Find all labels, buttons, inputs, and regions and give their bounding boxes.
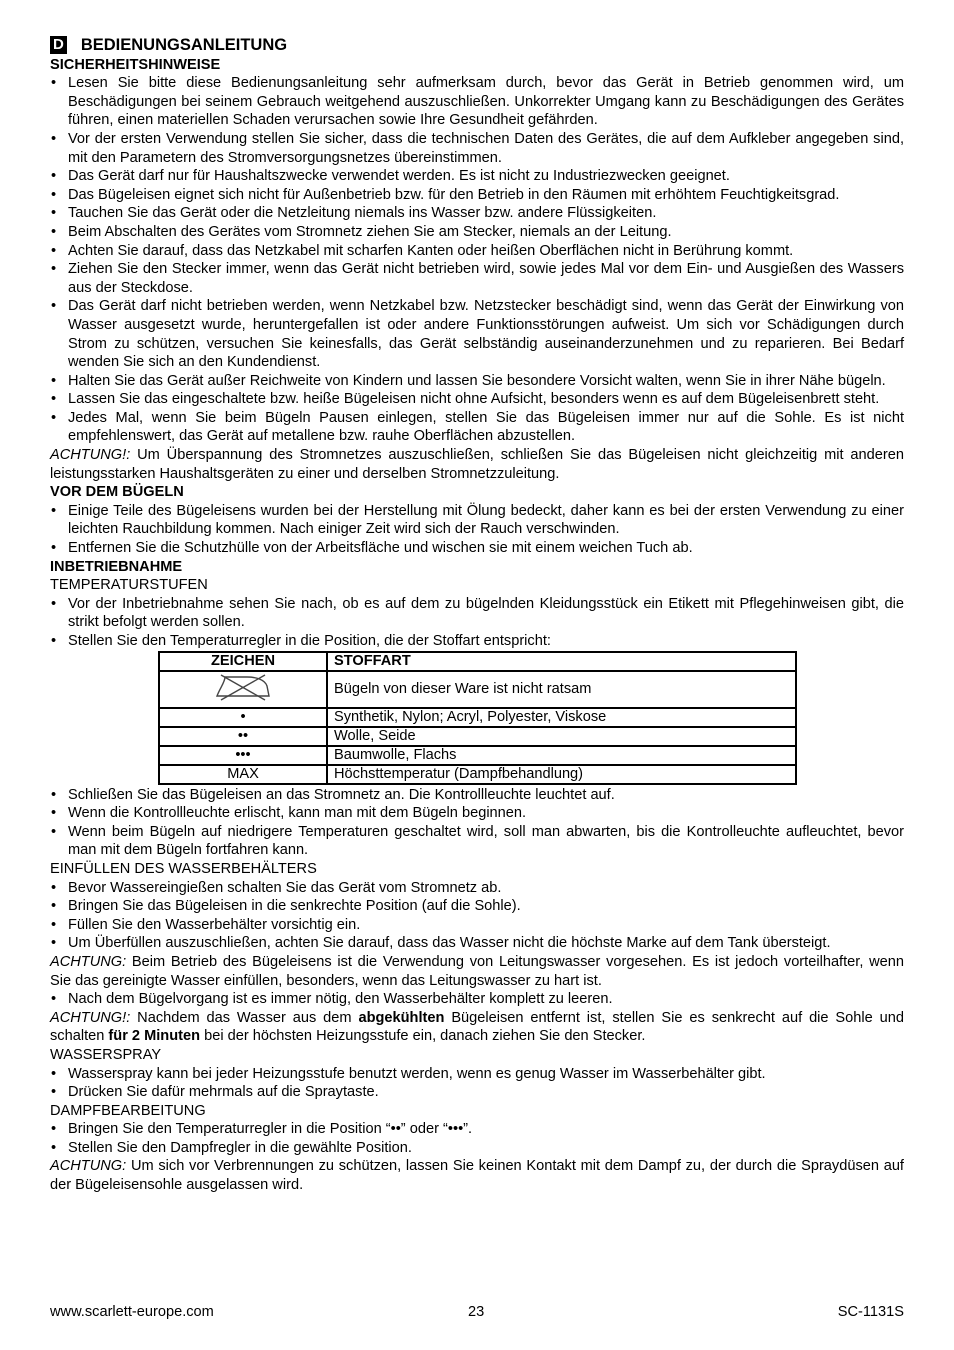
table-cell-sign: •• bbox=[159, 727, 327, 746]
table-cell-sign: • bbox=[159, 708, 327, 727]
list-item: • Stellen Sie den Dampfregler in die gewählte Position. bbox=[50, 1139, 904, 1158]
warning-label: ACHTUNG!: bbox=[50, 1009, 131, 1026]
steam-list bbox=[50, 1120, 904, 1157]
table-header-sign: ZEICHEN bbox=[159, 652, 327, 671]
list-item: • Entfernen Sie die Schutzhülle von der Arbeitsfläche und wischen sie mit einem weichen Tuch ab. bbox=[50, 539, 904, 558]
table-row bbox=[159, 746, 796, 765]
list-item: • Einige Teile des Bügeleisens wurden bei der Herstellung mit Ölung bedeckt, daher kann es bei der ersten Verwendung zu einer leichten Rauchbildung kommen. Nach einiger Zeit wird sich der Rauch verschwinden. bbox=[50, 502, 904, 539]
table-row bbox=[159, 727, 796, 746]
list-item: • Nach dem Bügelvorgang ist es immer nötig, den Wasserbehälter komplett zu leeren. bbox=[50, 990, 904, 1009]
language-badge: D bbox=[50, 36, 67, 54]
table-row bbox=[159, 708, 796, 727]
temperature-table bbox=[158, 651, 797, 785]
list-item: • Ziehen Sie den Stecker immer, wenn das Gerät nicht betrieben wird, sowie jedes Mal vor dem Ein- und Ausgießen des Wassers aus der Steckdose. bbox=[50, 260, 904, 297]
list-item: • Vor der Inbetriebnahme sehen Sie nach, ob es auf dem zu bügelnden Kleidungsstück ein Etikett mit Pflegehinweisen gibt, die strikt befolgt werden sollen. bbox=[50, 595, 904, 632]
table-row bbox=[159, 671, 796, 708]
list-item: • Beim Abschalten des Gerätes vom Stromnetz ziehen Sie am Stecker, niemals an der Leitung. bbox=[50, 223, 904, 242]
note-label: ACHTUNG: bbox=[50, 953, 127, 970]
list-item: • Um Überfüllen auszuschließen, achten Sie darauf, dass das Wasser nicht die höchste Marke auf dem Tank übersteigt. bbox=[50, 934, 904, 953]
list-item: • Tauchen Sie das Gerät oder die Netzleitung niemals ins Wasser bzw. andere Flüssigkeiten. bbox=[50, 204, 904, 223]
note-text: Beim Betrieb des Bügeleisens ist die Verwendung von Leitungswasser vorgesehen. Es ist jedoch vorteilhafter, wenn Sie das gereinigte Wasser einfüllen, besonders, wenn das Leitungswasser zu hart ist. bbox=[50, 953, 904, 989]
footer-model: SC-1131S bbox=[837, 1304, 904, 1320]
list-item: • Wenn die Kontrollleuchte erlischt, kann man mit dem Bügeln beginnen. bbox=[50, 804, 904, 823]
table-cell-fabric: Baumwolle, Flachs bbox=[327, 746, 796, 765]
filling-warning bbox=[50, 1009, 904, 1046]
spray-heading: WASSERSPRAY bbox=[50, 1046, 162, 1063]
filling-note bbox=[50, 953, 904, 990]
list-item: • Wenn beim Bügeln auf niedrigere Temperaturen geschaltet wird, soll man abwarten, bis die Kontrolleuchte aufleuchtet, bevor man mit dem Bügeln fortfahren kann. bbox=[50, 823, 904, 860]
list-item: • Füllen Sie den Wasserbehälter vorsichtig ein. bbox=[50, 916, 904, 935]
table-cell-fabric: Wolle, Seide bbox=[327, 727, 796, 746]
list-item: • Vor der ersten Verwendung stellen Sie sicher, dass die technischen Daten des Gerätes, die auf dem Aufkleber angegeben sind, mit den Parametern des Stromversorgungsnetzes übereinstimmen. bbox=[50, 130, 904, 167]
no-ironing-icon bbox=[211, 672, 275, 702]
title-row bbox=[50, 36, 904, 55]
footer-page-number: 23 bbox=[468, 1304, 485, 1320]
warning-label: ACHTUNG!: bbox=[50, 447, 131, 464]
list-item: • Bringen Sie den Temperaturregler in die Position “••” oder “•••”. bbox=[50, 1120, 904, 1139]
safety-list bbox=[50, 74, 904, 446]
page-title: BEDIENUNGSANLEITUNG bbox=[80, 36, 288, 54]
safety-warning bbox=[50, 446, 904, 483]
warning-text: Um sich vor Verbrennungen zu schützen, lassen Sie keinen Kontakt mit dem Dampf zu, der durch die Spraydüsen auf der Bügeleisensohle ausgelassen wird. bbox=[50, 1158, 904, 1194]
operation-after-list bbox=[50, 786, 904, 860]
list-item: • Das Bügeleisen eignet sich nicht für Außenbetrieb bzw. für den Betrieb in den Räumen mit erhöhtem Feuchtigkeitsgrad. bbox=[50, 186, 904, 205]
list-item: • Bringen Sie das Bügeleisen in die senkrechte Position (auf die Sohle). bbox=[50, 897, 904, 916]
warning-text: Nachdem das Wasser aus dem bbox=[130, 1009, 359, 1026]
steam-heading: DAMPFBEARBEITUNG bbox=[50, 1102, 206, 1119]
list-item: • Halten Sie das Gerät außer Reichweite von Kindern und lassen Sie besondere Vorsicht walten, wenn Sie in ihrer Nähe bügeln. bbox=[50, 372, 904, 391]
warning-emphasis: für 2 Minuten bbox=[108, 1028, 201, 1045]
filling-list bbox=[50, 879, 904, 953]
table-cell-sign bbox=[159, 671, 327, 708]
filling-heading: EINFÜLLEN DES WASSERBEHÄLTERS bbox=[50, 860, 317, 877]
list-item: • Lesen Sie bitte diese Bedienungsanleitung sehr aufmerksam durch, bevor das Gerät in Betrieb genommen wird, um Beschädigungen bei seinem Gebrauch weitgehend auszuschließen. Unkorrekter Umgang kann zu Beschädigungen des Gerätes führen, einen materiellen Schaden verursachen sowie Ihre Gesundheit gefährden. bbox=[50, 74, 904, 130]
operation-heading: INBETRIEBNAHME bbox=[50, 558, 183, 575]
list-item: • Bevor Wassereingießen schalten Sie das Gerät vom Stromnetz ab. bbox=[50, 879, 904, 898]
safety-heading: SICHERHEITSHINWEISE bbox=[50, 56, 221, 73]
table-cell-sign: MAX bbox=[159, 765, 327, 784]
list-item: • Schließen Sie das Bügeleisen an das Stromnetz an. Die Kontrollleuchte leuchtet auf. bbox=[50, 786, 904, 805]
warning-label: ACHTUNG: bbox=[50, 1158, 127, 1175]
table-cell-fabric: Bügeln von dieser Ware ist nicht ratsam bbox=[327, 671, 796, 708]
table-header-fabric: STOFFART bbox=[327, 652, 796, 671]
table-cell-fabric: Synthetik, Nylon; Acryl, Polyester, Viskose bbox=[327, 708, 796, 727]
warning-text: bei der höchsten Heizungsstufe ein, danach ziehen Sie den Stecker. bbox=[200, 1028, 646, 1045]
warning-emphasis: abgekühlten bbox=[358, 1009, 445, 1026]
before-heading: VOR DEM BÜGELN bbox=[50, 484, 184, 501]
list-item: • Stellen Sie den Temperaturregler in die Position, die der Stoffart entspricht: bbox=[50, 632, 904, 651]
table-cell-fabric: Höchsttemperatur (Dampfbehandlung) bbox=[327, 765, 796, 784]
spray-list bbox=[50, 1065, 904, 1102]
list-item: • Jedes Mal, wenn Sie beim Bügeln Pausen einlegen, stellen Sie das Bügeleisen immer nur auf die Sohle. Es ist nicht empfehlenswert, das Gerät auf metallene bzw. rauhe Oberflächen abzustellen. bbox=[50, 409, 904, 446]
table-cell-sign: ••• bbox=[159, 746, 327, 765]
steam-warning bbox=[50, 1157, 904, 1194]
filling-after-list bbox=[50, 990, 904, 1009]
list-item: • Drücken Sie dafür mehrmals auf die Spraytaste. bbox=[50, 1083, 904, 1102]
list-item: • Lassen Sie das eingeschaltete bzw. heiße Bügeleisen nicht ohne Aufsicht, besonders wenn es auf dem Bügeleisenbrett steht. bbox=[50, 390, 904, 409]
temperature-list bbox=[50, 595, 904, 651]
table-header-row bbox=[159, 652, 796, 671]
list-item: • Das Gerät darf nur für Haushaltszwecke verwendet werden. Es ist nicht zu Industriezwecken geeignet. bbox=[50, 167, 904, 186]
table-row bbox=[159, 765, 796, 784]
warning-text: Um Überspannung des Stromnetzes auszuschließen, schließen Sie das Bügeleisen nicht gleichzeitig mit anderen leistungsstarken Haushaltsgeräten zu einer und derselben Stromnetzzuleitung. bbox=[50, 447, 904, 482]
list-item: • Wasserspray kann bei jeder Heizungsstufe benutzt werden, wenn es genug Wasser im Wasserbehälter gibt. bbox=[50, 1065, 904, 1084]
warning-text: Bügeleisen entfernt ist, stellen Sie es senkrecht auf die Sohle und schalten bbox=[50, 1009, 905, 1045]
list-item: • Achten Sie darauf, dass das Netzkabel mit scharfen Kanten oder heißen Oberflächen nicht in Berührung kommt. bbox=[50, 242, 904, 261]
footer-website: www.scarlett-europe.com bbox=[50, 1304, 214, 1320]
list-item: • Das Gerät darf nicht betrieben werden, wenn Netzkabel bzw. Netzstecker beschädigt sind, wenn das Gerät der Einwirkung von Wasser ausgesetzt wurde, heruntergefallen ist oder andere Funktionsstörungen aufweist. Um sich vor Schädigungen durch Strom zu schützen, versuchen Sie keinesfalls, das Gerät selbständig auseinanderzunehmen und zu reparieren. Bei Bedarf wenden Sie sich an den Kundendienst. bbox=[50, 297, 904, 371]
temperature-heading: TEMPERATURSTUFEN bbox=[50, 577, 208, 594]
before-list bbox=[50, 502, 904, 558]
manual-page bbox=[50, 36, 904, 1195]
